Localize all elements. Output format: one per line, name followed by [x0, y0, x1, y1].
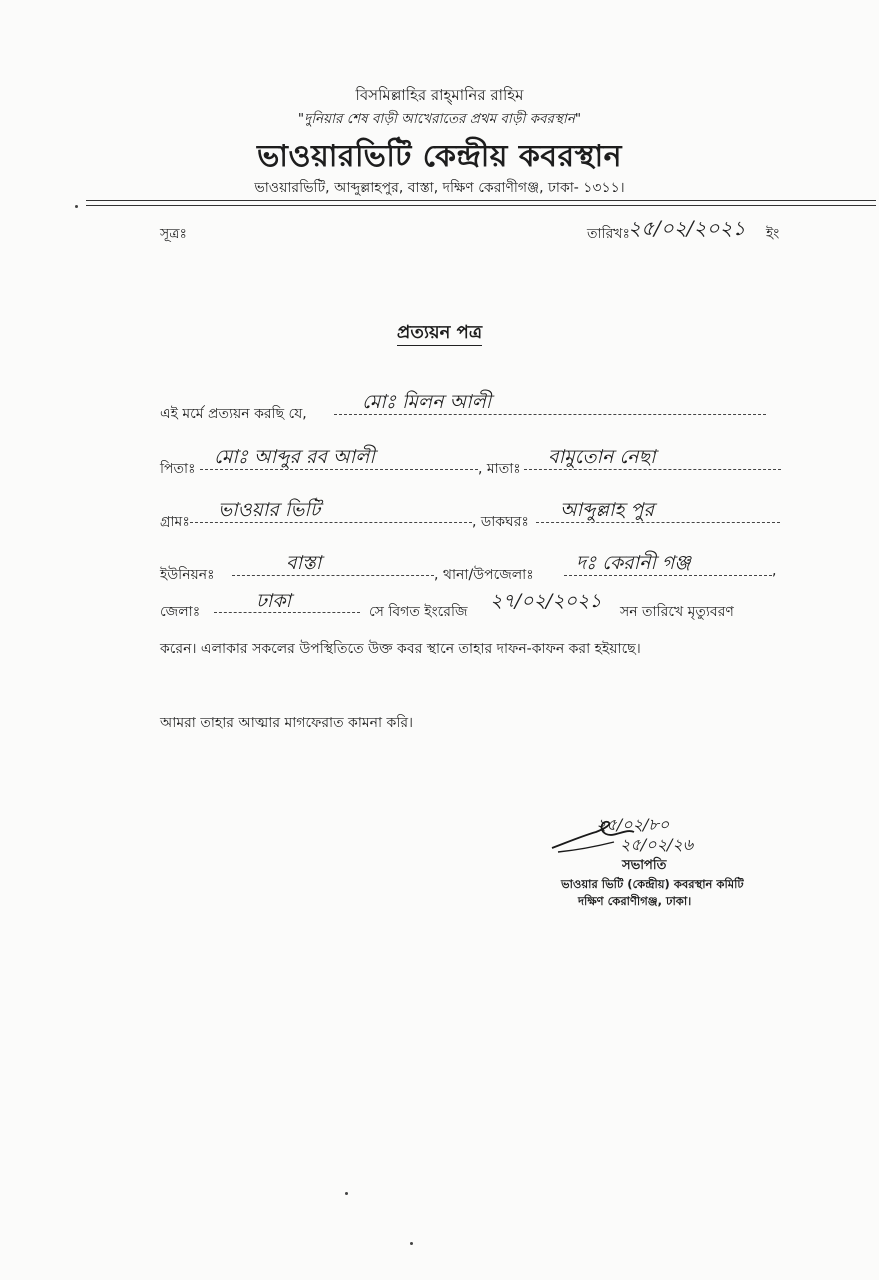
signatory-role: সভাপতি: [622, 858, 667, 873]
header-rule-top: [86, 200, 876, 201]
mother-label: , মাতাঃ: [478, 461, 521, 477]
reference-label: সূত্রঃ: [160, 226, 187, 242]
committee-name: ভাওয়ার ভিটি (কেন্দ্রীয়) কবরস্থান কমিটি: [561, 877, 744, 891]
signature-line-2: ২৫/০২/২৬: [620, 835, 694, 854]
post-office-name: আব্দুল্লাহ পুর: [560, 499, 654, 521]
tagline: "দুনিয়ার শেষ বাড়ী আখেরাতের প্রথম বাড়ী কবরস্থান": [297, 111, 582, 127]
thana-label: , থানা/উপজেলাঃ: [434, 567, 534, 583]
village-label: গ্রামঃ: [160, 514, 190, 530]
address-line: ভাওয়ারভিটি, আব্দুল্লাহপুর, বাস্তা, দক্ষিণ কেরাণীগঞ্জ, ঢাকা- ১৩১১।: [254, 180, 625, 196]
village-name: ভাওয়ার ভিটি: [218, 499, 321, 521]
header-rule-bottom: [86, 205, 876, 206]
intro-label: এই মর্মে প্রত্যয়ন করছি যে,: [160, 406, 307, 422]
union-name: বাস্তা: [286, 552, 322, 574]
page-title: ভাওয়ারভিটি কেন্দ্রীয় কবরস্থান: [256, 139, 623, 174]
death-suffix: সন তারিখে মৃত্যুবরণ: [620, 604, 734, 620]
death-prefix: সে বিগত ইংরেজি: [369, 604, 468, 620]
thana-name: দঃ কেরানী গঞ্জ: [576, 552, 691, 574]
scan-speck: [410, 1242, 413, 1245]
father-name: মোঃ আব্দুর রব আলী: [214, 446, 375, 468]
mother-name: বামুতোন নেছা: [548, 446, 656, 468]
certificate-heading: [0, 318, 879, 349]
union-label: ইউনিয়নঃ: [160, 567, 215, 583]
prayer-line: আমরা তাহার আত্মার মাগফেরাত কামনা করি।: [160, 715, 414, 731]
scan-speck: [345, 1192, 348, 1195]
date-label: তারিখঃ: [587, 226, 630, 242]
district-name: ঢাকা: [256, 590, 292, 612]
union-dotted-line: [232, 575, 434, 576]
post-office-label: , ডাকঘরঃ: [472, 514, 529, 530]
committee-location: দক্ষিণ কেরাণীগঞ্জ, ঢাকা।: [578, 894, 692, 908]
signature-line-1: ২৫/০২/৮০: [596, 815, 670, 834]
father-label: পিতাঃ: [160, 461, 196, 477]
certificate-heading-text: প্রত্যয়ন পত্র: [397, 322, 482, 346]
death-date: ২৭/০২/২০২১: [490, 590, 602, 612]
date-suffix: ইং: [766, 226, 780, 242]
deceased-name: মোঃ মিলন আলী: [362, 391, 492, 413]
date-value: ২৫/০২/২০২১: [628, 216, 746, 240]
thana-comma: ,: [772, 563, 777, 579]
bismillah-line: বিসমিল্লাহির রাহ্‌মানির রাহিম: [355, 86, 524, 104]
burial-statement: করেন। এলাকার সকলের উপস্থিতিতে উক্ত কবর স্থানে তাহার দাফন-কাফন করা হইয়াছে।: [160, 641, 641, 657]
district-label: জেলাঃ: [160, 604, 201, 620]
scan-speck: [75, 205, 78, 208]
